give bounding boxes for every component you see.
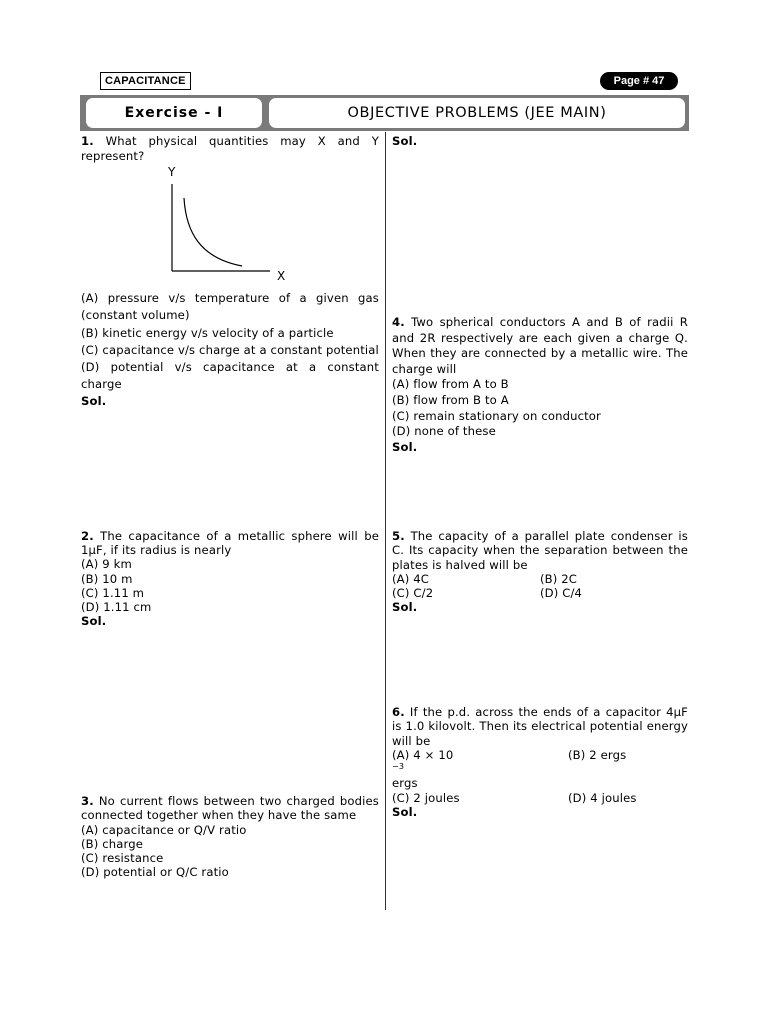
question-3	[81, 794, 379, 880]
solution-label: Sol.	[81, 614, 107, 629]
solution-label: Sol.	[392, 134, 418, 148]
option-c: (C) capacitance v/s charge at a constant potential	[81, 342, 379, 357]
option-b: (B) 2C	[540, 571, 578, 586]
question-text: The capacity of a parallel plate condenser is C. Its capacity when the separation between the plates is halved will be	[392, 529, 688, 572]
option-a: (A) flow from A to B	[392, 377, 509, 392]
option-d: (D) none of these	[392, 424, 496, 439]
question-number: 4.	[392, 315, 405, 329]
question-text: Two spherical conductors A and B of radii R and 2R respectively are each given a charge Q. When they are connected by a metallic wire. The charge will	[392, 315, 688, 376]
question-text: The capacitance of a metallic sphere will be 1μF, if its radius is nearly	[81, 529, 379, 558]
option-c: (C) 1.11 m	[81, 585, 145, 600]
option-c: (C) 2 joules	[392, 790, 460, 805]
option-a-prefix: (A) 4 × 10	[392, 747, 454, 762]
question-number: 1.	[81, 134, 94, 148]
question-1	[81, 134, 379, 164]
option-a: (A) pressure v/s temperature of a given gas (constant volume)	[81, 291, 379, 323]
option-a: (A) capacitance or Q/V ratio	[81, 822, 247, 837]
question-text: No current flows between two charged bodies connected together when they have the same	[81, 794, 379, 823]
solution-label: Sol.	[392, 600, 418, 615]
option-b: (B) 2 ergs	[568, 747, 627, 762]
x-axis-label: X	[277, 269, 286, 282]
solution-label: Sol.	[81, 393, 107, 408]
question-text: What physical quantities may X and Y represent?	[81, 134, 379, 163]
column-2-top-solution	[392, 134, 688, 149]
question-4	[392, 315, 688, 455]
option-d: (D) potential v/s capacitance at a constant charge	[81, 360, 379, 392]
option-c: (C) C/2	[392, 586, 434, 601]
section-title: OBJECTIVE PROBLEMS (JEE MAIN)	[269, 98, 685, 128]
option-a-suffix: ergs	[392, 776, 418, 791]
option-b: (B) 10 m	[81, 571, 133, 586]
question-6	[392, 705, 688, 819]
question-number: 2.	[81, 529, 94, 543]
question-5	[392, 529, 688, 615]
exercise-title: Exercise - I	[86, 98, 262, 128]
option-a	[392, 748, 568, 791]
column-divider	[385, 132, 386, 910]
option-d: (D) 4 joules	[568, 790, 637, 805]
solution-label: Sol.	[392, 805, 418, 820]
question-number: 6.	[392, 705, 405, 719]
page-number-badge: Page # 47	[600, 72, 678, 90]
question-number: 3.	[81, 794, 94, 808]
topic-label: CAPACITANCE	[100, 72, 191, 90]
hyperbola-curve	[184, 198, 242, 266]
option-c: (C) resistance	[81, 851, 164, 866]
y-axis-label: Y	[168, 165, 176, 179]
hyperbola-graph	[160, 162, 295, 282]
option-d: (D) potential or Q/C ratio	[81, 865, 229, 880]
option-a: (A) 9 km	[81, 557, 132, 572]
option-b: (B) charge	[81, 836, 144, 851]
question-number: 5.	[392, 529, 405, 543]
option-d: (D) C/4	[540, 586, 583, 601]
solution-label: Sol.	[392, 439, 418, 454]
question-1-options	[81, 290, 379, 409]
option-a-exponent: −3	[392, 762, 405, 772]
option-d: (D) 1.11 cm	[81, 600, 152, 615]
option-c: (C) remain stationary on conductor	[392, 408, 601, 423]
question-text: If the p.d. across the ends of a capacitor 4μF is 1.0 kilovolt. Then its electrical potential energy will be	[392, 705, 688, 748]
question-2	[81, 529, 379, 628]
option-b: (B) flow from B to A	[392, 392, 509, 407]
option-a: (A) 4C	[392, 571, 430, 586]
option-b: (B) kinetic energy v/s velocity of a particle	[81, 325, 334, 340]
